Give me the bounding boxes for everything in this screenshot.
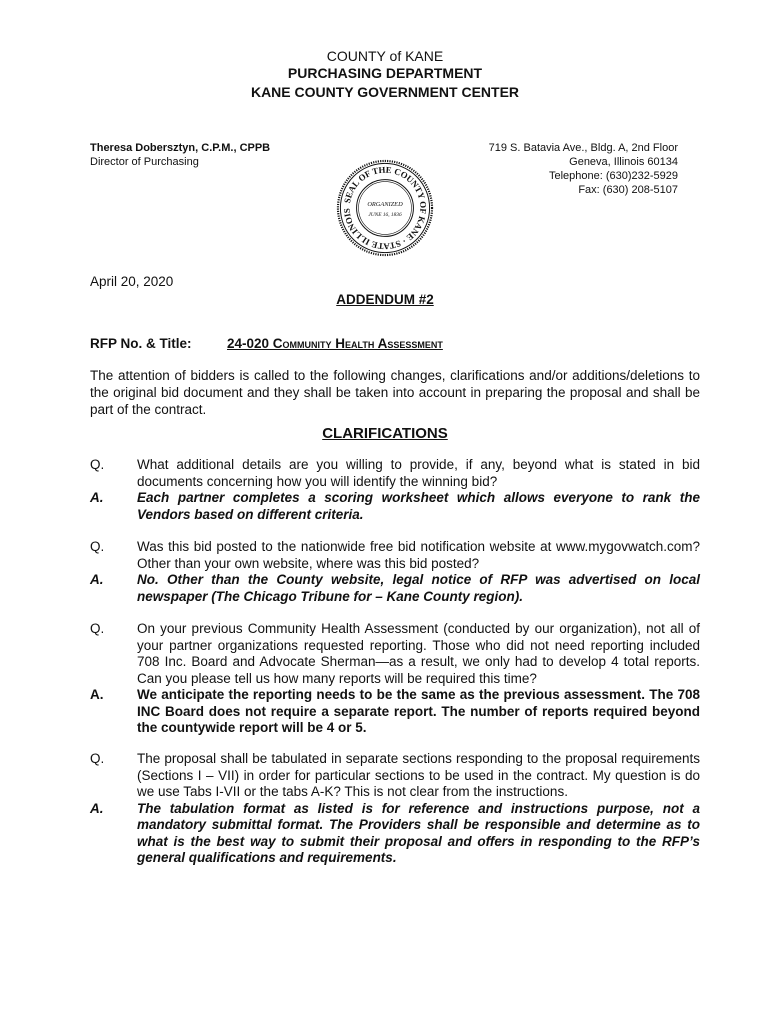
telephone: Telephone: (630)232-5929 [548, 170, 678, 182]
clarifications-heading: CLARIFICATIONS [322, 425, 448, 442]
question [90, 621, 700, 687]
qa-item-3 [90, 621, 700, 737]
director-name: Theresa Dobersztyn, C.P.M., CPPB [90, 142, 271, 154]
question [90, 751, 700, 801]
county-seal-icon [336, 159, 434, 257]
answer-text: No. Other than the County website, legal notice of RFP was advertised on local newspaper (The Chicago Tribune for – Kane County region). [137, 572, 700, 604]
government-center-heading: KANE COUNTY GOVERNMENT CENTER [250, 84, 520, 100]
answer [90, 572, 700, 605]
department-heading: PURCHASING DEPARTMENT [287, 65, 483, 81]
question [90, 539, 700, 572]
question [90, 457, 700, 490]
street-address: 719 S. Batavia Ave., Bldg. A, 2nd Floor [488, 142, 678, 154]
question-label: Q. [90, 539, 105, 554]
answer [90, 687, 700, 737]
seal-center-line1: ORGANIZED [367, 201, 403, 209]
question-label: Q. [90, 621, 105, 636]
answer-label: A. [90, 687, 104, 702]
county-heading: COUNTY of KANE [326, 48, 444, 64]
director-contact [90, 141, 270, 169]
fax: Fax: (630) 208-5107 [578, 184, 678, 196]
office-address [418, 141, 678, 197]
answer [90, 801, 700, 867]
intro-paragraph: The attention of bidders is called to the following changes, clarifications and/or additions/deletions to the original bid document and they shall be taken into account in preparing the proposal and shall be part of the contract. [90, 368, 700, 417]
answer-label: A. [90, 490, 104, 505]
document-date: April 20, 2020 [90, 274, 174, 289]
qa-item-1 [90, 457, 700, 523]
seal-ring-text: SEAL OF THE COUNTY OF KANE · STATE ILLINOIS [341, 164, 429, 252]
question-label: Q. [90, 457, 105, 472]
director-title: Director of Purchasing [90, 156, 199, 168]
qa-item-4 [90, 751, 700, 867]
question-text: Was this bid posted to the nationwide free bid notification website at www.mygovwatch.com? Other than your own website, where was this bid posted? [137, 539, 700, 571]
question-text: On your previous Community Health Assessment (conducted by our organization), not all of your partner organizations requested reporting. Those who did not need reporting included 708 Inc. Board and Advocate Sherman—as a result, we only had to develop 4 total reports. Can you please tell us how many reports will be required this time? [137, 621, 700, 686]
rfp-title: 24-020 Community Health Assessment [227, 336, 443, 351]
seal-center-line2: JUNE 16, 1836 [368, 211, 402, 218]
rfp-label: RFP No. & Title: [90, 336, 192, 351]
answer-text: We anticipate the reporting needs to be the same as the previous assessment. The 708 INC Board does not require a separate report. The number of reports required beyond the countywide report will be 4 or 5. [137, 687, 700, 735]
qa-item-2 [90, 539, 700, 605]
answer-label: A. [90, 572, 104, 587]
addendum-title: ADDENDUM #2 [336, 292, 434, 307]
question-label: Q. [90, 751, 105, 766]
question-text: What additional details are you willing to provide, if any, beyond what is stated in bid documents concerning how you will identify the winning bid? [137, 457, 700, 489]
question-text: The proposal shall be tabulated in separate sections responding to the proposal requirements (Sections I – VII) in order for particular sections to be used in the contract. My question is do we use Tabs I-VII or the tabs A-K? This is not clear from the instructions. [137, 751, 700, 799]
answer-text: The tabulation format as listed is for reference and instructions purpose, not a mandatory submittal format. The Providers shall be responsible and determine as to what is the best way to submit their proposal and offers in responding to the RFP’s general qualifications and requirements. [137, 800, 700, 865]
city-address: Geneva, Illinois 60134 [569, 156, 678, 168]
answer-label: A. [90, 800, 104, 816]
answer [90, 490, 700, 523]
answer-text: Each partner completes a scoring worksheet which allows everyone to rank the Vendors based on different criteria. [137, 490, 700, 522]
